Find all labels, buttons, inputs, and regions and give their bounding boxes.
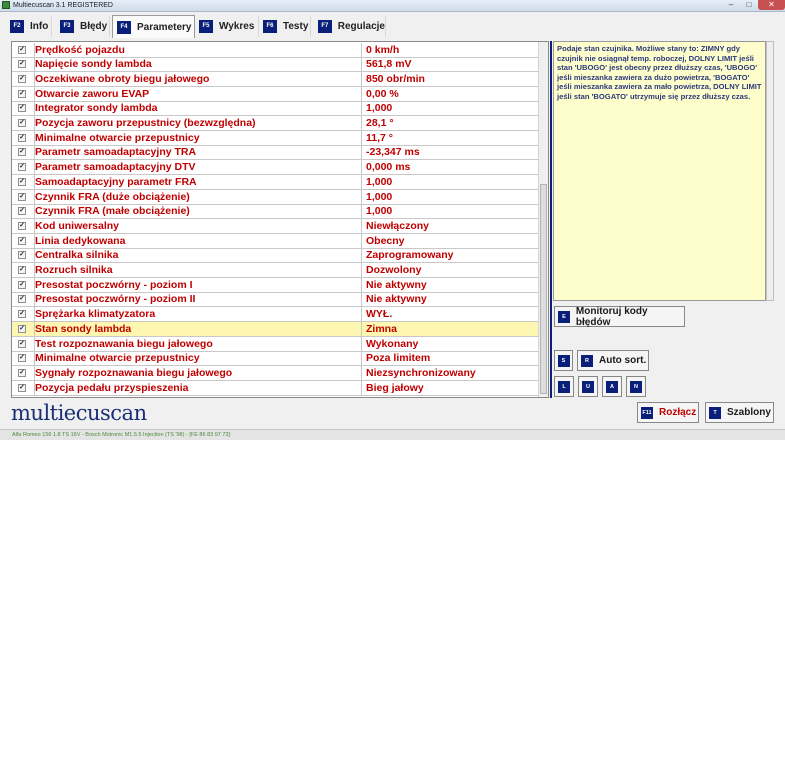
scrollbar-thumb[interactable] bbox=[540, 184, 547, 394]
table-row[interactable] bbox=[12, 175, 540, 190]
row-checkbox[interactable]: ✓ bbox=[19, 221, 25, 229]
tab-wykres[interactable] bbox=[195, 16, 259, 37]
parameter-name: Minimalne otwarcie przepustnicy bbox=[34, 351, 362, 365]
tab-key-badge: F4 bbox=[117, 21, 131, 34]
parameter-value: 1,000 bbox=[361, 101, 539, 115]
parameter-value: 28,1 ° bbox=[361, 116, 539, 130]
parameters-table bbox=[11, 41, 549, 398]
parameter-value: 0 km/h bbox=[361, 43, 539, 57]
parameter-value: -23,347 ms bbox=[361, 145, 539, 159]
table-row[interactable] bbox=[12, 234, 540, 249]
parameter-value: Nie aktywny bbox=[361, 292, 539, 306]
app-icon bbox=[2, 1, 10, 9]
row-checkbox[interactable]: ✓ bbox=[19, 251, 25, 259]
parameter-name: Presostat poczwórny - poziom I bbox=[34, 278, 362, 292]
tab-key-badge: F2 bbox=[10, 20, 24, 33]
table-row[interactable] bbox=[12, 72, 540, 87]
row-checkbox[interactable]: ✓ bbox=[19, 368, 25, 376]
filter-u-button[interactable] bbox=[578, 376, 598, 397]
tab-key-badge: F7 bbox=[318, 20, 332, 33]
parameter-name: Presostat poczwórny - poziom II bbox=[34, 292, 362, 306]
parameter-value: 1,000 bbox=[361, 175, 539, 189]
row-checkbox[interactable]: ✓ bbox=[19, 74, 25, 82]
parameter-value: 0,000 ms bbox=[361, 160, 539, 174]
disconnect-button[interactable] bbox=[637, 402, 699, 423]
table-row[interactable] bbox=[12, 292, 540, 307]
table-row[interactable] bbox=[12, 366, 540, 381]
key-badge: L bbox=[558, 381, 570, 393]
auto-sort-button[interactable] bbox=[577, 350, 649, 371]
parameter-name: Centralka silnika bbox=[34, 248, 362, 262]
table-row[interactable] bbox=[12, 43, 540, 58]
status-bar: Alfa Romeo 156 1.8 TS 16V - Bosch Motronic M1.5.5 Injection (TS '98) - [FE 86 83 97 73] bbox=[0, 429, 785, 440]
row-checkbox[interactable]: ✓ bbox=[19, 280, 25, 288]
row-checkbox[interactable]: ✓ bbox=[19, 89, 25, 97]
parameter-name: Stan sondy lambda bbox=[34, 322, 362, 336]
parameter-value: 561,8 mV bbox=[361, 57, 539, 71]
parameter-value: 1,000 bbox=[361, 204, 539, 218]
row-checkbox[interactable]: ✓ bbox=[19, 192, 25, 200]
table-row[interactable] bbox=[12, 87, 540, 102]
row-checkbox[interactable]: ✓ bbox=[19, 339, 25, 347]
row-checkbox[interactable]: ✓ bbox=[19, 148, 25, 156]
row-checkbox[interactable]: ✓ bbox=[19, 163, 25, 171]
parameter-value: 11,7 ° bbox=[361, 131, 539, 145]
row-checkbox[interactable]: ✓ bbox=[19, 236, 25, 244]
table-row[interactable] bbox=[12, 160, 540, 175]
monitor-error-codes-button[interactable] bbox=[554, 306, 685, 327]
button-label: Auto sort. bbox=[599, 355, 647, 366]
parameter-name: Samoadaptacyjny parametr FRA bbox=[34, 175, 362, 189]
parameter-name: Pozycja zaworu przepustnicy (bezwzględna) bbox=[34, 116, 362, 130]
templates-button[interactable] bbox=[705, 402, 774, 423]
parameter-name: Kod uniwersalny bbox=[34, 219, 362, 233]
parameter-name: Integrator sondy lambda bbox=[34, 101, 362, 115]
key-badge: E bbox=[558, 311, 570, 323]
tab-label: Regulacje bbox=[337, 21, 385, 32]
description-scrollbar[interactable] bbox=[766, 41, 774, 301]
parameter-value: Dozwolony bbox=[361, 263, 539, 277]
parameter-name: Test rozpoznawania biegu jałowego bbox=[34, 337, 362, 351]
table-row[interactable] bbox=[12, 307, 540, 322]
parameter-name: Czynnik FRA (małe obciążenie) bbox=[34, 204, 362, 218]
parameter-value: Niezsynchronizowany bbox=[361, 366, 539, 380]
row-checkbox[interactable]: ✓ bbox=[19, 266, 25, 273]
row-checkbox[interactable]: ✓ bbox=[19, 104, 25, 112]
parameter-name: Napięcie sondy lambda bbox=[34, 57, 362, 71]
parameter-description: Podaje stan czujnika. Możliwe stany to: ZIMNY gdy czujnik nie osiągnął temp. roboczej, DOLNY LIMIT jeśli stan 'UBOGO' jest obecny przez dłuższy czas, 'UBOGO' jeśli mieszanka zawiera za dużo powietrza, 'BOGATO' jeśli mieszanka zawiera za mało powietrza, DOLNY LIMIT jeśli stan 'BOGATO' utrzymuje się przez dłuższy czas. bbox=[553, 41, 766, 301]
tab-label: Parametery bbox=[137, 21, 192, 33]
window-title: Multiecuscan 3.1 REGISTERED bbox=[13, 2, 113, 9]
row-checkbox[interactable]: ✓ bbox=[19, 310, 25, 318]
key-badge: S bbox=[558, 355, 570, 367]
tab-label: Info bbox=[30, 21, 49, 32]
parameter-name: Linia dedykowana bbox=[34, 234, 362, 248]
parameter-name: Pozycja pedału przyspieszenia bbox=[34, 381, 362, 395]
multiecuscan-logo: multiecuscan bbox=[11, 401, 147, 425]
parameter-name: Sygnały rozpoznawania biegu jałowego bbox=[34, 366, 362, 380]
parameter-value: 850 obr/min bbox=[361, 72, 539, 86]
button-label: Monitoruj kody błędów bbox=[575, 305, 648, 328]
tab-parametery[interactable] bbox=[112, 15, 195, 38]
tab-bledy[interactable] bbox=[56, 16, 110, 37]
tab-regulacje[interactable] bbox=[314, 16, 386, 37]
key-badge: N bbox=[630, 381, 642, 393]
key-badge: A bbox=[606, 381, 618, 393]
button-label: Rozłącz bbox=[659, 407, 697, 418]
table-row[interactable] bbox=[12, 131, 540, 146]
tab-key-badge: F5 bbox=[199, 20, 213, 33]
parameter-name: Oczekiwane obroty biegu jałowego bbox=[34, 72, 362, 86]
table-row[interactable] bbox=[12, 351, 540, 366]
table-row[interactable] bbox=[12, 263, 540, 278]
maximize-icon[interactable]: □ bbox=[746, 0, 752, 9]
parameter-value: Zimna bbox=[361, 322, 539, 336]
sort-s-button[interactable] bbox=[554, 350, 573, 371]
table-row[interactable] bbox=[12, 322, 540, 337]
minimize-icon[interactable]: – bbox=[728, 0, 734, 9]
row-checkbox[interactable]: ✓ bbox=[19, 324, 25, 332]
table-row[interactable] bbox=[12, 248, 540, 263]
tab-key-badge: F6 bbox=[263, 20, 277, 33]
panel-divider[interactable] bbox=[550, 41, 552, 398]
row-checkbox[interactable]: ✓ bbox=[19, 119, 25, 126]
parameter-value: Zaprogramowany bbox=[361, 248, 539, 262]
key-badge: U bbox=[582, 381, 594, 393]
key-badge: F11 bbox=[641, 407, 653, 419]
row-checkbox[interactable]: ✓ bbox=[19, 354, 25, 362]
table-row[interactable] bbox=[12, 116, 540, 131]
table-row[interactable] bbox=[12, 204, 540, 219]
parameter-name: Parametr samoadaptacyjny DTV bbox=[34, 160, 362, 174]
table-row[interactable] bbox=[12, 381, 540, 396]
parameter-value: Wykonany bbox=[361, 337, 539, 351]
filter-n-button[interactable] bbox=[626, 376, 646, 397]
row-checkbox[interactable]: ✓ bbox=[19, 133, 25, 141]
table-row[interactable] bbox=[12, 337, 540, 352]
table-row[interactable] bbox=[12, 190, 540, 205]
row-checkbox[interactable]: ✓ bbox=[19, 45, 25, 53]
parameter-name: Parametr samoadaptacyjny TRA bbox=[34, 145, 362, 159]
tab-key-badge: F3 bbox=[60, 20, 74, 33]
filter-l-button[interactable] bbox=[554, 376, 574, 397]
parameter-value: 1,000 bbox=[361, 190, 539, 204]
table-row[interactable] bbox=[12, 145, 540, 160]
parameter-name: Rozruch silnika bbox=[34, 263, 362, 277]
parameter-value: WYŁ. bbox=[361, 307, 539, 321]
parameter-value: Obecny bbox=[361, 234, 539, 248]
filter-a-button[interactable] bbox=[602, 376, 622, 397]
row-checkbox[interactable]: ✓ bbox=[19, 207, 25, 215]
table-row[interactable] bbox=[12, 101, 540, 116]
key-badge: T bbox=[709, 407, 721, 419]
parameter-value: 0,00 % bbox=[361, 87, 539, 101]
row-checkbox[interactable]: ✓ bbox=[19, 295, 25, 303]
table-row[interactable] bbox=[12, 219, 540, 234]
tab-label: Błędy bbox=[80, 21, 108, 32]
row-checkbox[interactable]: ✓ bbox=[19, 177, 25, 185]
row-checkbox[interactable]: ✓ bbox=[19, 383, 25, 391]
parameter-value: Poza limitem bbox=[361, 351, 539, 365]
parameter-value: Bieg jałowy bbox=[361, 381, 539, 395]
button-label: Szablony bbox=[727, 407, 771, 418]
parameter-name: Prędkość pojazdu bbox=[34, 43, 362, 57]
tab-info[interactable] bbox=[6, 16, 52, 37]
tab-testy[interactable] bbox=[259, 16, 311, 37]
title-bar bbox=[0, 0, 785, 12]
parameter-name: Minimalne otwarcie przepustnicy bbox=[34, 131, 362, 145]
key-badge: R bbox=[581, 355, 593, 367]
parameter-name: Sprężarka klimatyzatora bbox=[34, 307, 362, 321]
row-checkbox[interactable]: ✓ bbox=[19, 60, 25, 68]
parameter-name: Otwarcie zaworu EVAP bbox=[34, 87, 362, 101]
table-row[interactable] bbox=[12, 278, 540, 293]
parameter-value: Niewłączony bbox=[361, 219, 539, 233]
tab-label: Wykres bbox=[219, 21, 255, 32]
parameter-name: Czynnik FRA (duże obciążenie) bbox=[34, 190, 362, 204]
parameter-value: Nie aktywny bbox=[361, 278, 539, 292]
table-row[interactable] bbox=[12, 57, 540, 72]
close-icon[interactable]: ✕ bbox=[758, 0, 785, 10]
table-scrollbar[interactable] bbox=[538, 42, 548, 397]
tab-label: Testy bbox=[283, 21, 309, 32]
